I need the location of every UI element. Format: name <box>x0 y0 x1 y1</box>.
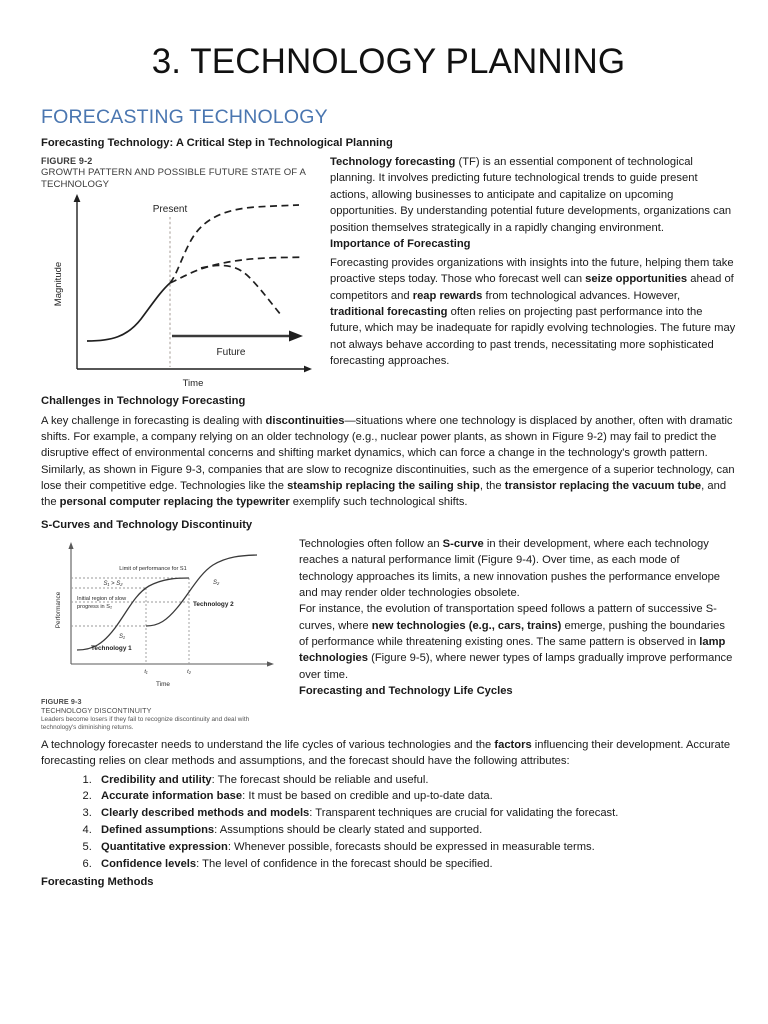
paragraph-challenges: A key challenge in forecasting is dealing with discontinuities—situations where one technology is displaced by another, often with dramatic shifts. For example, a company relying on an older technology (e.g., nuclear power plants, as shown in Figure 9-2) may fail to predict the disruptive effect of environmental concerns and shifting market dynamics, which can force a change in the technology's growth pattern. <box>41 414 733 460</box>
figure-9-3-number: FIGURE 9-3 <box>41 696 82 706</box>
figure-9-2-label-future: Future <box>216 347 246 359</box>
list-item: 1. Credibility and utility: The forecast should be reliable and useful. <box>95 772 736 788</box>
paragraph-importance: Forecasting provides organizations with insights into the future, helping them take proactive steps today. Those who forecast well can seize opportunities ahead of competitors and reap rewards from technological advances. However, traditional forecasting often relies on projecting past performance into the future, which may be inadequate for rapidly evolving technologies. The future may not always behave according to past trends, necessitating more sophisticated forecasting approaches. <box>330 257 736 368</box>
figure-9-3-annot-initial-2: progress in S₂ <box>77 603 113 610</box>
list-item: 6. Confidence levels: The level of confidence in the forecast should be specified. <box>95 856 736 872</box>
tf-intro-rest: (TF) is an essential component of technological planning. It involves predicting future technological trends to guide present actions, allowing businesses to anticipate and capitalize on upcoming opportunities. By understanding potential future developments, organizations can position themselves strategically in a rapidly changing environment. <box>330 156 732 234</box>
figure-9-2-caption <box>41 156 316 191</box>
tf-intro-bold: Technology forecasting <box>330 156 456 169</box>
figure-9-2-x-axis-label: Time <box>182 378 204 390</box>
sub-heading-challenges: Challenges in Technology Forecasting <box>41 395 246 408</box>
figure-9-3-label-s1: S₁ <box>119 633 125 640</box>
list-item: 5. Quantitative expression: Whenever possible, forecasts should be expressed in measurable terms. <box>95 839 736 855</box>
paragraph-instance: For instance, the evolution of transportation speed follows a pattern of successive S-curves, where new technologies (e.g., cars, trains) emerge, pushing the boundaries of performance while threatening existing ones. The same pattern is observed in lamp technologies (Figure 9-5), where newer types of lamps gradually improve performance over time. <box>299 603 733 681</box>
figure-9-3-annot-initial-1: Initial region of slow <box>77 595 127 602</box>
figure-9-3-label-s2: S₂ <box>213 579 220 586</box>
section-heading-forecasting-technology: FORECASTING TECHNOLOGY <box>41 105 328 128</box>
sub-heading-lifecycles: Forecasting and Technology Life Cycles <box>299 684 513 697</box>
sub-heading-scurves: S-Curves and Technology Discontinuity <box>41 518 253 531</box>
attributes-list <box>41 772 736 873</box>
sub-heading-importance: Importance of Forecasting <box>330 237 471 250</box>
figure-9-2-number: FIGURE 9-2 <box>41 156 93 167</box>
figure-9-3-tick-t2: t₂ <box>187 668 191 675</box>
paragraph-scurves: Technologies often follow an S-curve in their development, where each technology reaches a natural performance limit (Figure 9-4). Over time, as each mode of technology approaches its limits, a new innovation pushes the performance envelope and may render older technologies obsolete. <box>299 537 721 599</box>
figure-9-3-x-axis-label: Time <box>156 680 170 688</box>
figure-9-3-annot-compare: S₁ > S₂ <box>103 580 123 587</box>
paragraph-similarly: Similarly, as shown in Figure 9-3, companies that are slow to recognize discontinuities, such as the emergence of a superior technology, can lose their competitive edge. Technologies like the steamship replacing the sailing ship, the transistor replacing the vacuum tube, and the personal computer replacing the typewriter exemplify such technological shifts. <box>41 463 735 509</box>
figure-9-2-y-axis-label: Magnitude <box>53 262 64 307</box>
sub-heading-critical-step: Forecasting Technology: A Critical Step in Technological Planning <box>41 136 393 149</box>
list-item: 4. Defined assumptions: Assumptions should be clearly stated and supported. <box>95 822 736 838</box>
figure-9-3-label-tech1: Technology 1 <box>91 644 132 652</box>
page-title: 3. TECHNOLOGY PLANNING <box>151 42 626 81</box>
figure-9-2-chart <box>41 191 316 391</box>
figure-9-3 <box>41 540 285 733</box>
figure-9-3-y-axis-label: Performance <box>55 591 62 629</box>
figure-9-3-tick-t1: t₁ <box>144 668 148 675</box>
sub-heading-forecasting-methods: Forecasting Methods <box>41 876 154 889</box>
figure-9-2-title: GROWTH PATTERN AND POSSIBLE FUTURE STATE OF A TECHNOLOGY <box>41 167 306 191</box>
figure-9-3-chart <box>41 540 285 695</box>
figure-9-3-description: Leaders become losers if they fail to recognize discontinuity and deal with technology's diminishing returns. <box>41 715 250 732</box>
figure-9-3-label-tech2: Technology 2 <box>193 600 234 608</box>
list-item: 3. Clearly described methods and models: Transparent techniques are crucial for validating the forecast. <box>95 805 736 821</box>
paragraph-lifecycles: A technology forecaster needs to understand the life cycles of various technologies and the factors influencing their development. Accurate forecasting relies on clear methods and assumptions, and the forecast should have the following attributes: <box>41 738 731 768</box>
figure-9-3-annot-limit: Limit of performance for S1 <box>119 565 187 572</box>
figure-9-3-caption <box>41 697 285 733</box>
figure-9-2 <box>41 156 316 391</box>
list-item: 2. Accurate information base: It must be based on credible and up-to-date data. <box>95 788 736 804</box>
figure-9-2-label-present: Present <box>152 204 188 216</box>
figure-9-3-title: TECHNOLOGY DISCONTINUITY <box>41 706 152 716</box>
